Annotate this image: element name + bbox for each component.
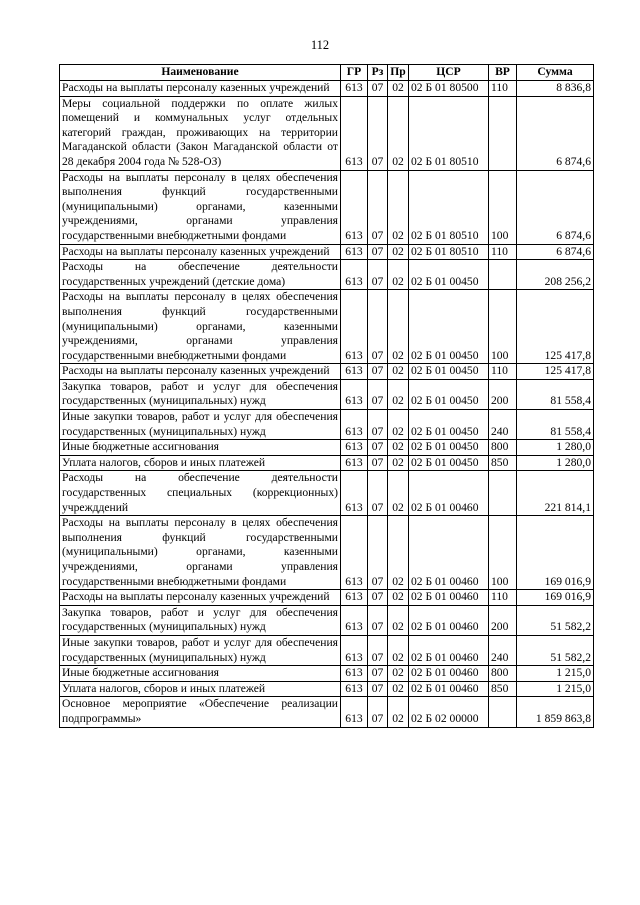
row-csr-cell: 02 Б 01 00450 bbox=[409, 410, 489, 440]
row-vr-cell bbox=[489, 471, 517, 516]
row-csr-cell: 02 Б 01 80500 bbox=[409, 81, 489, 97]
row-csr-cell: 02 Б 01 80510 bbox=[409, 96, 489, 170]
row-pr-cell: 02 bbox=[388, 440, 409, 456]
row-sum-cell: 1 215,0 bbox=[517, 666, 594, 682]
header-gr: ГР bbox=[341, 65, 368, 81]
row-sum-cell: 1 215,0 bbox=[517, 681, 594, 697]
row-rz-cell: 07 bbox=[368, 170, 388, 244]
row-name-cell: Закупка товаров, работ и услуг для обеспечения государственных (муниципальных) нужд bbox=[60, 379, 341, 409]
page-number: 112 bbox=[310, 38, 330, 52]
row-rz-cell: 07 bbox=[368, 471, 388, 516]
row-gr-cell: 613 bbox=[341, 635, 368, 665]
row-pr-cell: 02 bbox=[388, 666, 409, 682]
row-vr-cell bbox=[489, 260, 517, 290]
table-row bbox=[60, 379, 594, 409]
row-name-cell: Расходы на выплаты персоналу казенных учреждений bbox=[60, 244, 341, 260]
row-pr-cell: 02 bbox=[388, 379, 409, 409]
budget-table bbox=[59, 64, 594, 728]
row-gr-cell: 613 bbox=[341, 81, 368, 97]
row-name-cell: Меры социальной поддержки по оплате жилых помещений и коммунальных услуг отдельных категорий граждан, проживающих на территории Магаданской области (Закон Магаданской области от 28 декабря 2004 года № 528-ОЗ) bbox=[60, 96, 341, 170]
row-rz-cell: 07 bbox=[368, 516, 388, 590]
row-sum-cell: 8 836,8 bbox=[517, 81, 594, 97]
row-vr-cell: 240 bbox=[489, 410, 517, 440]
row-name-cell: Уплата налогов, сборов и иных платежей bbox=[60, 681, 341, 697]
row-name-cell: Расходы на выплаты персоналу в целях обеспечения выполнения функций государственными (муниципальными) органами, казенными учреждениями, органами управления государственными внебюджетными фондами bbox=[60, 516, 341, 590]
row-sum-cell: 51 582,2 bbox=[517, 605, 594, 635]
row-gr-cell: 613 bbox=[341, 455, 368, 471]
table-row bbox=[60, 590, 594, 606]
table-row bbox=[60, 440, 594, 456]
row-pr-cell: 02 bbox=[388, 290, 409, 364]
row-csr-cell: 02 Б 01 00460 bbox=[409, 635, 489, 665]
row-vr-cell: 240 bbox=[489, 635, 517, 665]
table-row bbox=[60, 244, 594, 260]
row-name-cell: Иные закупки товаров, работ и услуг для обеспечения государственных (муниципальных) нужд bbox=[60, 410, 341, 440]
row-vr-cell: 100 bbox=[489, 516, 517, 590]
row-sum-cell: 208 256,2 bbox=[517, 260, 594, 290]
row-gr-cell: 613 bbox=[341, 605, 368, 635]
row-sum-cell: 169 016,9 bbox=[517, 590, 594, 606]
row-name-cell: Расходы на выплаты персоналу казенных учреждений bbox=[60, 364, 341, 380]
row-vr-cell: 200 bbox=[489, 379, 517, 409]
table-row bbox=[60, 681, 594, 697]
row-rz-cell: 07 bbox=[368, 81, 388, 97]
row-csr-cell: 02 Б 01 00460 bbox=[409, 681, 489, 697]
row-pr-cell: 02 bbox=[388, 681, 409, 697]
row-sum-cell: 125 417,8 bbox=[517, 364, 594, 380]
row-vr-cell: 850 bbox=[489, 455, 517, 471]
row-rz-cell: 07 bbox=[368, 590, 388, 606]
row-sum-cell: 6 874,6 bbox=[517, 244, 594, 260]
row-sum-cell: 81 558,4 bbox=[517, 379, 594, 409]
row-vr-cell: 200 bbox=[489, 605, 517, 635]
row-name-cell: Расходы на выплаты персоналу в целях обеспечения выполнения функций государственными (муниципальными) органами, казенными учреждениями, органами управления государственными внебюджетными фондами bbox=[60, 290, 341, 364]
row-sum-cell: 6 874,6 bbox=[517, 96, 594, 170]
row-pr-cell: 02 bbox=[388, 410, 409, 440]
header-rz: Рз bbox=[368, 65, 388, 81]
table-row bbox=[60, 170, 594, 244]
row-sum-cell: 6 874,6 bbox=[517, 170, 594, 244]
row-rz-cell: 07 bbox=[368, 410, 388, 440]
row-vr-cell: 110 bbox=[489, 81, 517, 97]
table-row bbox=[60, 260, 594, 290]
table-row bbox=[60, 635, 594, 665]
row-name-cell: Расходы на выплаты персоналу казенных учреждений bbox=[60, 81, 341, 97]
row-gr-cell: 613 bbox=[341, 244, 368, 260]
row-gr-cell: 613 bbox=[341, 697, 368, 727]
header-pr: Пр bbox=[388, 65, 409, 81]
table-row bbox=[60, 410, 594, 440]
row-vr-cell bbox=[489, 697, 517, 727]
table-row bbox=[60, 96, 594, 170]
table-row bbox=[60, 666, 594, 682]
header-name: Наименование bbox=[60, 65, 341, 81]
row-csr-cell: 02 Б 01 00450 bbox=[409, 379, 489, 409]
row-rz-cell: 07 bbox=[368, 290, 388, 364]
row-vr-cell bbox=[489, 96, 517, 170]
header-vr: ВР bbox=[489, 65, 517, 81]
row-pr-cell: 02 bbox=[388, 590, 409, 606]
row-csr-cell: 02 Б 01 80510 bbox=[409, 170, 489, 244]
table-row bbox=[60, 697, 594, 727]
row-rz-cell: 07 bbox=[368, 605, 388, 635]
row-name-cell: Иные бюджетные ассигнования bbox=[60, 440, 341, 456]
row-name-cell: Уплата налогов, сборов и иных платежей bbox=[60, 455, 341, 471]
row-gr-cell: 613 bbox=[341, 364, 368, 380]
row-csr-cell: 02 Б 01 00460 bbox=[409, 516, 489, 590]
row-name-cell: Иные закупки товаров, работ и услуг для обеспечения государственных (муниципальных) нужд bbox=[60, 635, 341, 665]
table-row bbox=[60, 516, 594, 590]
row-csr-cell: 02 Б 02 00000 bbox=[409, 697, 489, 727]
row-csr-cell: 02 Б 01 00450 bbox=[409, 440, 489, 456]
row-pr-cell: 02 bbox=[388, 455, 409, 471]
row-gr-cell: 613 bbox=[341, 590, 368, 606]
row-rz-cell: 07 bbox=[368, 666, 388, 682]
row-sum-cell: 1 280,0 bbox=[517, 455, 594, 471]
table-row bbox=[60, 290, 594, 364]
row-csr-cell: 02 Б 01 00460 bbox=[409, 666, 489, 682]
row-gr-cell: 613 bbox=[341, 260, 368, 290]
row-vr-cell: 110 bbox=[489, 364, 517, 380]
row-name-cell: Закупка товаров, работ и услуг для обеспечения государственных (муниципальных) нужд bbox=[60, 605, 341, 635]
row-pr-cell: 02 bbox=[388, 170, 409, 244]
row-pr-cell: 02 bbox=[388, 260, 409, 290]
row-gr-cell: 613 bbox=[341, 471, 368, 516]
table-row bbox=[60, 605, 594, 635]
row-pr-cell: 02 bbox=[388, 244, 409, 260]
row-pr-cell: 02 bbox=[388, 96, 409, 170]
row-rz-cell: 07 bbox=[368, 260, 388, 290]
row-pr-cell: 02 bbox=[388, 516, 409, 590]
row-gr-cell: 613 bbox=[341, 681, 368, 697]
row-name-cell: Расходы на обеспечение деятельности государственных специальных (коррекционных) учрежддений bbox=[60, 471, 341, 516]
row-rz-cell: 07 bbox=[368, 635, 388, 665]
row-sum-cell: 81 558,4 bbox=[517, 410, 594, 440]
row-sum-cell: 1 280,0 bbox=[517, 440, 594, 456]
row-sum-cell: 1 859 863,8 bbox=[517, 697, 594, 727]
row-pr-cell: 02 bbox=[388, 697, 409, 727]
row-csr-cell: 02 Б 01 00450 bbox=[409, 364, 489, 380]
row-sum-cell: 51 582,2 bbox=[517, 635, 594, 665]
table-row bbox=[60, 455, 594, 471]
row-pr-cell: 02 bbox=[388, 364, 409, 380]
row-name-cell: Основное мероприятие «Обеспечение реализации подпрограммы» bbox=[60, 697, 341, 727]
row-vr-cell: 110 bbox=[489, 590, 517, 606]
row-csr-cell: 02 Б 01 80510 bbox=[409, 244, 489, 260]
row-gr-cell: 613 bbox=[341, 96, 368, 170]
row-csr-cell: 02 Б 01 00460 bbox=[409, 471, 489, 516]
row-vr-cell: 100 bbox=[489, 290, 517, 364]
row-gr-cell: 613 bbox=[341, 379, 368, 409]
row-csr-cell: 02 Б 01 00450 bbox=[409, 290, 489, 364]
row-vr-cell: 800 bbox=[489, 666, 517, 682]
row-pr-cell: 02 bbox=[388, 605, 409, 635]
row-pr-cell: 02 bbox=[388, 635, 409, 665]
row-vr-cell: 800 bbox=[489, 440, 517, 456]
row-name-cell: Расходы на выплаты персоналу казенных учреждений bbox=[60, 590, 341, 606]
row-sum-cell: 125 417,8 bbox=[517, 290, 594, 364]
row-rz-cell: 07 bbox=[368, 244, 388, 260]
row-gr-cell: 613 bbox=[341, 290, 368, 364]
row-sum-cell: 221 814,1 bbox=[517, 471, 594, 516]
row-gr-cell: 613 bbox=[341, 666, 368, 682]
header-csr: ЦСР bbox=[409, 65, 489, 81]
table-row bbox=[60, 81, 594, 97]
row-csr-cell: 02 Б 01 00450 bbox=[409, 260, 489, 290]
row-rz-cell: 07 bbox=[368, 96, 388, 170]
table-row bbox=[60, 471, 594, 516]
row-csr-cell: 02 Б 01 00460 bbox=[409, 590, 489, 606]
row-vr-cell: 100 bbox=[489, 170, 517, 244]
row-rz-cell: 07 bbox=[368, 379, 388, 409]
row-csr-cell: 02 Б 01 00460 bbox=[409, 605, 489, 635]
row-gr-cell: 613 bbox=[341, 516, 368, 590]
row-name-cell: Расходы на выплаты персоналу в целях обеспечения выполнения функций государственными (муниципальными) органами, казенными учреждениями, органами управления государственными внебюджетными фондами bbox=[60, 170, 341, 244]
row-rz-cell: 07 bbox=[368, 364, 388, 380]
row-gr-cell: 613 bbox=[341, 440, 368, 456]
row-gr-cell: 613 bbox=[341, 410, 368, 440]
row-csr-cell: 02 Б 01 00450 bbox=[409, 455, 489, 471]
row-gr-cell: 613 bbox=[341, 170, 368, 244]
header-sum: Сумма bbox=[517, 65, 594, 81]
row-vr-cell: 110 bbox=[489, 244, 517, 260]
row-pr-cell: 02 bbox=[388, 81, 409, 97]
table-row bbox=[60, 364, 594, 380]
row-rz-cell: 07 bbox=[368, 681, 388, 697]
row-name-cell: Расходы на обеспечение деятельности государственных учреждений (детские дома) bbox=[60, 260, 341, 290]
table-body bbox=[60, 81, 594, 728]
table-header-row bbox=[60, 65, 594, 81]
row-pr-cell: 02 bbox=[388, 471, 409, 516]
row-rz-cell: 07 bbox=[368, 697, 388, 727]
row-rz-cell: 07 bbox=[368, 455, 388, 471]
row-name-cell: Иные бюджетные ассигнования bbox=[60, 666, 341, 682]
row-sum-cell: 169 016,9 bbox=[517, 516, 594, 590]
row-rz-cell: 07 bbox=[368, 440, 388, 456]
row-vr-cell: 850 bbox=[489, 681, 517, 697]
